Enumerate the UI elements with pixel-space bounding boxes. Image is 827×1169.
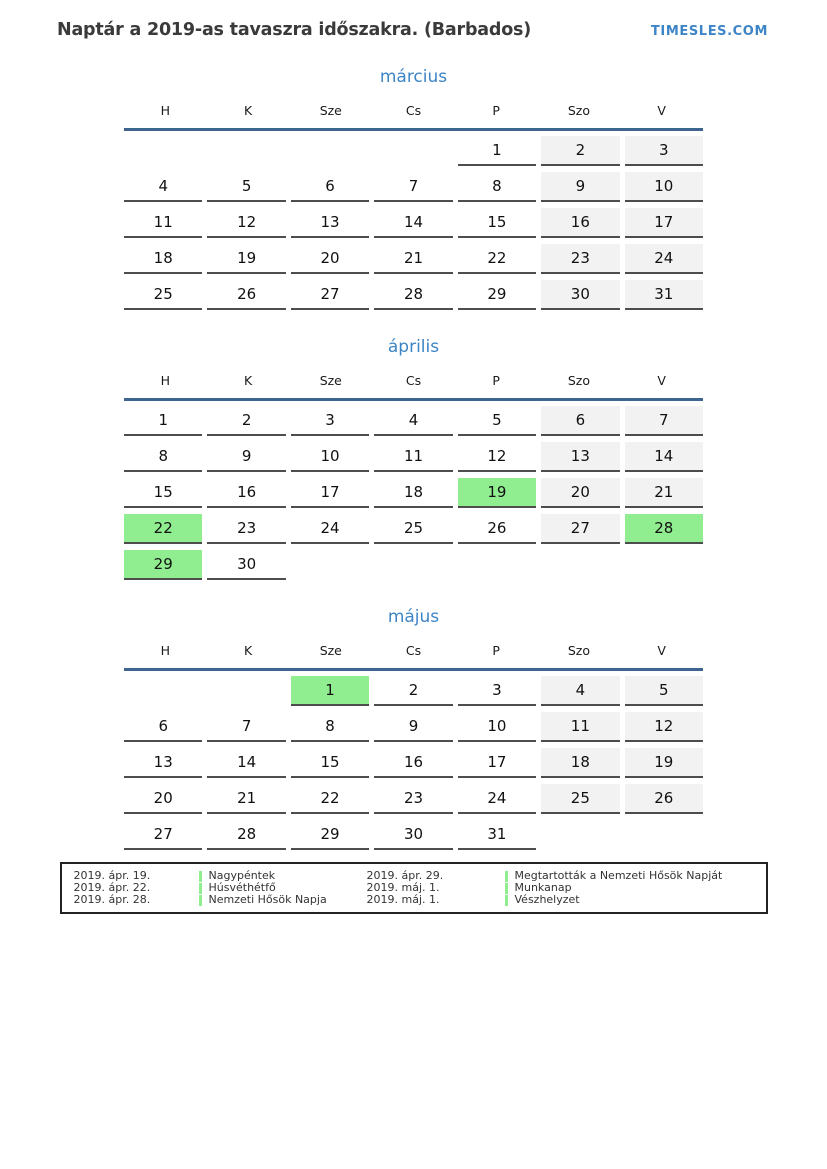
weekday-label: Cs	[405, 643, 422, 658]
legend-date: 2019. máj. 1.	[366, 881, 440, 894]
weekday-label: K	[243, 103, 253, 118]
weekday-label: Szo	[567, 643, 590, 658]
empty-cell	[541, 820, 619, 850]
legend-date: 2019. ápr. 28.	[73, 893, 151, 906]
header-divider	[124, 128, 703, 131]
day-cell: 22	[291, 784, 369, 814]
weekday-label: H	[160, 103, 171, 118]
legend-label: Nagypéntek	[208, 869, 276, 882]
weekday-label: Cs	[405, 373, 422, 388]
week-row	[124, 550, 703, 580]
day-cell: 16	[541, 208, 619, 238]
day-cell: 29	[458, 280, 536, 310]
day-cell: 30	[207, 550, 285, 580]
weekday-label: V	[657, 103, 666, 118]
weekday-label: K	[243, 373, 253, 388]
day-cell: 30	[374, 820, 452, 850]
day-cell: 13	[291, 208, 369, 238]
weekday-label: P	[492, 643, 500, 658]
day-cell: 7	[207, 712, 285, 742]
legend-label: Nemzeti Hősök Napja	[208, 893, 327, 906]
day-cell: 15	[458, 208, 536, 238]
day-cell: 20	[291, 244, 369, 274]
month-title: május	[387, 607, 440, 627]
day-cell: 27	[124, 820, 202, 850]
weekday-label: P	[492, 373, 500, 388]
legend-date: 2019. máj. 1.	[366, 893, 440, 906]
day-cell: 17	[291, 478, 369, 508]
day-cell: 2	[541, 136, 619, 166]
brand-link[interactable]: TIMESLES.COM	[650, 24, 768, 39]
month-section	[124, 67, 703, 310]
day-cell: 8	[124, 442, 202, 472]
legend-label: Vészhelyzet	[514, 893, 580, 906]
day-cell: 3	[291, 406, 369, 436]
week-row	[124, 172, 703, 202]
month-title: április	[387, 337, 440, 357]
empty-cell	[124, 676, 202, 706]
day-cell: 17	[625, 208, 703, 238]
weeks-grid	[124, 676, 703, 850]
day-cell: 8	[291, 712, 369, 742]
page-title: Naptár a 2019-as tavaszra időszakra. (Barbados)	[57, 20, 532, 40]
day-cell: 4	[124, 172, 202, 202]
day-cell: 28	[625, 514, 703, 544]
day-cell: 11	[124, 208, 202, 238]
header-divider	[124, 668, 703, 671]
day-cell: 10	[458, 712, 536, 742]
day-cell: 22	[124, 514, 202, 544]
month-section	[124, 607, 703, 850]
weekday-header-row	[124, 373, 703, 398]
weekday-label: P	[492, 103, 500, 118]
day-cell: 13	[541, 442, 619, 472]
day-cell: 17	[458, 748, 536, 778]
empty-cell	[374, 136, 452, 166]
day-cell: 15	[124, 478, 202, 508]
day-cell: 21	[374, 244, 452, 274]
legend-marker-icon	[199, 871, 202, 882]
header-divider	[124, 398, 703, 401]
calendars	[0, 67, 827, 850]
day-cell: 5	[458, 406, 536, 436]
day-cell: 12	[458, 442, 536, 472]
day-cell: 9	[541, 172, 619, 202]
empty-cell	[291, 550, 369, 580]
legend-column-right	[367, 870, 766, 906]
day-cell: 26	[625, 784, 703, 814]
weekday-label: Sze	[319, 643, 342, 658]
weekday-header-row	[124, 643, 703, 668]
week-row	[124, 676, 703, 706]
day-cell: 18	[374, 478, 452, 508]
empty-cell	[625, 550, 703, 580]
weekday-label: K	[243, 643, 253, 658]
day-cell: 12	[625, 712, 703, 742]
empty-cell	[124, 136, 202, 166]
weekday-label: H	[160, 373, 171, 388]
legend-label: Húsvéthétfő	[208, 881, 276, 894]
legend-item	[367, 894, 766, 906]
day-cell: 18	[124, 244, 202, 274]
day-cell: 11	[374, 442, 452, 472]
day-cell: 22	[458, 244, 536, 274]
weekday-label: Sze	[319, 103, 342, 118]
day-cell: 1	[458, 136, 536, 166]
day-cell: 7	[625, 406, 703, 436]
day-cell: 11	[541, 712, 619, 742]
page-header	[0, 0, 827, 40]
day-cell: 2	[374, 676, 452, 706]
day-cell: 21	[625, 478, 703, 508]
day-cell: 24	[625, 244, 703, 274]
day-cell: 2	[207, 406, 285, 436]
day-cell: 15	[291, 748, 369, 778]
weekday-label: V	[657, 643, 666, 658]
legend-marker-icon	[505, 883, 508, 894]
week-row	[124, 514, 703, 544]
day-cell: 24	[291, 514, 369, 544]
day-cell: 6	[541, 406, 619, 436]
day-cell: 23	[207, 514, 285, 544]
day-cell: 19	[207, 244, 285, 274]
day-cell: 16	[207, 478, 285, 508]
day-cell: 9	[207, 442, 285, 472]
legend	[60, 862, 768, 914]
day-cell: 10	[625, 172, 703, 202]
week-row	[124, 784, 703, 814]
empty-cell	[458, 550, 536, 580]
day-cell: 3	[625, 136, 703, 166]
empty-cell	[207, 136, 285, 166]
day-cell: 20	[124, 784, 202, 814]
week-row	[124, 748, 703, 778]
weeks-grid	[124, 136, 703, 310]
weekday-label: Szo	[567, 103, 590, 118]
day-cell: 4	[541, 676, 619, 706]
day-cell: 5	[625, 676, 703, 706]
day-cell: 1	[291, 676, 369, 706]
empty-cell	[625, 820, 703, 850]
weekday-label: Cs	[405, 103, 422, 118]
month-section	[124, 337, 703, 580]
day-cell: 16	[374, 748, 452, 778]
week-row	[124, 208, 703, 238]
day-cell: 29	[291, 820, 369, 850]
day-cell: 30	[541, 280, 619, 310]
day-cell: 5	[207, 172, 285, 202]
day-cell: 18	[541, 748, 619, 778]
legend-item	[74, 894, 367, 906]
empty-cell	[541, 550, 619, 580]
day-cell: 10	[291, 442, 369, 472]
day-cell: 28	[207, 820, 285, 850]
week-row	[124, 244, 703, 274]
day-cell: 23	[374, 784, 452, 814]
day-cell: 21	[207, 784, 285, 814]
day-cell: 29	[124, 550, 202, 580]
day-cell: 13	[124, 748, 202, 778]
week-row	[124, 406, 703, 436]
day-cell: 6	[291, 172, 369, 202]
day-cell: 4	[374, 406, 452, 436]
day-cell: 27	[291, 280, 369, 310]
week-row	[124, 136, 703, 166]
week-row	[124, 442, 703, 472]
legend-marker-icon	[199, 883, 202, 894]
day-cell: 28	[374, 280, 452, 310]
day-cell: 25	[124, 280, 202, 310]
legend-date: 2019. ápr. 29.	[366, 869, 444, 882]
day-cell: 25	[374, 514, 452, 544]
day-cell: 1	[124, 406, 202, 436]
weekday-label: H	[160, 643, 171, 658]
weekday-label: Sze	[319, 373, 342, 388]
day-cell: 7	[374, 172, 452, 202]
legend-date: 2019. ápr. 19.	[73, 869, 151, 882]
legend-marker-icon	[505, 895, 508, 906]
day-cell: 31	[458, 820, 536, 850]
month-title: március	[379, 67, 448, 87]
day-cell: 24	[458, 784, 536, 814]
legend-label: Megtartották a Nemzeti Hősök Napját	[514, 869, 723, 882]
legend-marker-icon	[199, 895, 202, 906]
day-cell: 19	[458, 478, 536, 508]
week-row	[124, 820, 703, 850]
week-row	[124, 712, 703, 742]
day-cell: 26	[458, 514, 536, 544]
weekday-label: Szo	[567, 373, 590, 388]
weekday-header-row	[124, 103, 703, 128]
weeks-grid	[124, 406, 703, 580]
day-cell: 8	[458, 172, 536, 202]
day-cell: 9	[374, 712, 452, 742]
week-row	[124, 478, 703, 508]
day-cell: 3	[458, 676, 536, 706]
day-cell: 14	[625, 442, 703, 472]
empty-cell	[374, 550, 452, 580]
day-cell: 23	[541, 244, 619, 274]
day-cell: 27	[541, 514, 619, 544]
day-cell: 31	[625, 280, 703, 310]
weekday-label: V	[657, 373, 666, 388]
empty-cell	[207, 676, 285, 706]
day-cell: 20	[541, 478, 619, 508]
day-cell: 26	[207, 280, 285, 310]
day-cell: 25	[541, 784, 619, 814]
legend-date: 2019. ápr. 22.	[73, 881, 151, 894]
legend-marker-icon	[505, 871, 508, 882]
legend-label: Munkanap	[514, 881, 572, 894]
day-cell: 19	[625, 748, 703, 778]
day-cell: 12	[207, 208, 285, 238]
legend-column-left	[74, 870, 367, 906]
empty-cell	[291, 136, 369, 166]
week-row	[124, 280, 703, 310]
day-cell: 14	[374, 208, 452, 238]
day-cell: 14	[207, 748, 285, 778]
day-cell: 6	[124, 712, 202, 742]
